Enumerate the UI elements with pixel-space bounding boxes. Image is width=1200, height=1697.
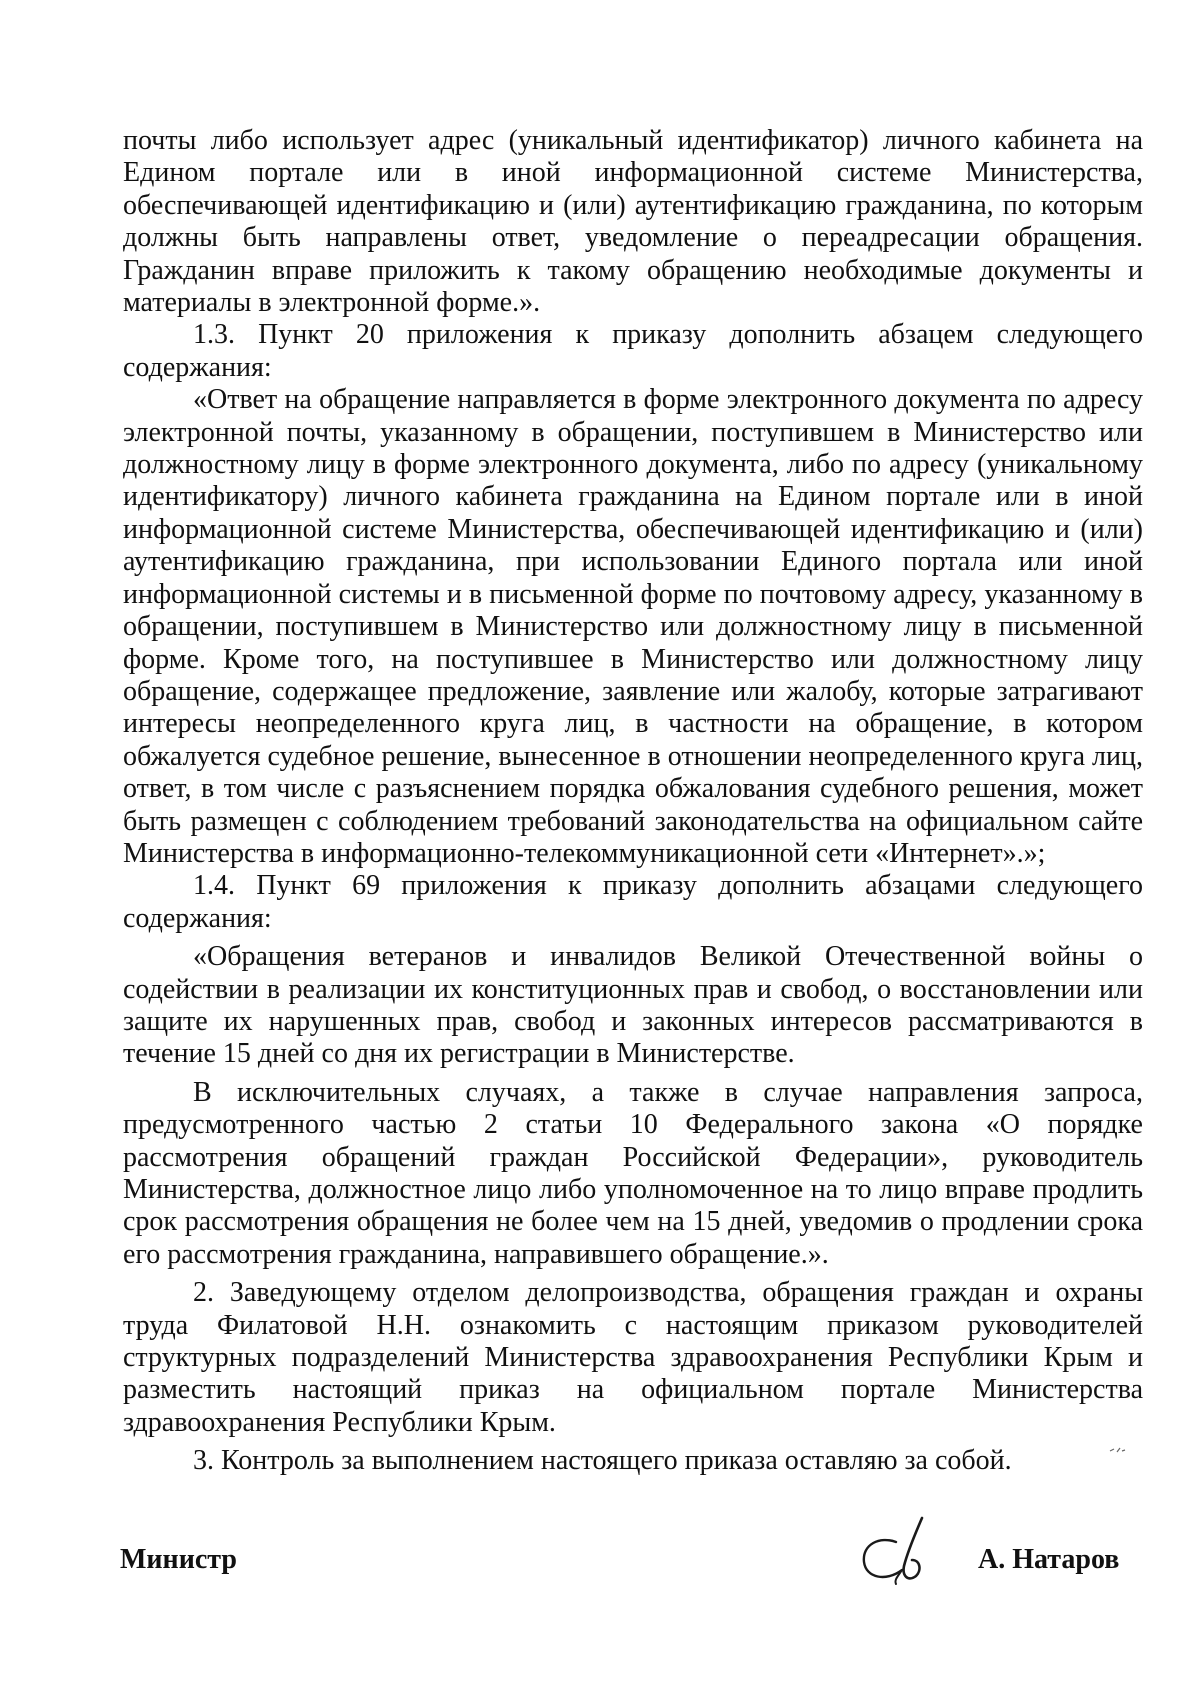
signatory-name: А. Натаров: [978, 1544, 1120, 1575]
paragraph-item-1-3: 1.3. Пункт 20 приложения к приказу дополнить абзацем следующего содержания:: [123, 319, 1143, 383]
paragraph-item-1-4: 1.4. Пункт 69 приложения к приказу дополнить абзацами следующего содержания:: [123, 870, 1143, 934]
signature-block: [120, 1530, 1120, 1590]
signatory-title: Министр: [120, 1544, 237, 1575]
handwritten-signature: [850, 1510, 960, 1600]
paragraph-exceptional-cases: В исключительных случаях, а также в случае направления запроса, предусмотренного частью 2 статьи 10 Федерального закона «О порядке рассмотрения обращений граждан Российской Федерации», руководитель Министерства, должностное лицо либо уполномоченное на то лицо вправе продлить срок рассмотрения обращения не более чем на 15 дней, уведомив о продлении срока его рассмотрения гражданина, направившего обращение.».: [123, 1076, 1143, 1270]
scan-artifact: [1108, 1445, 1126, 1455]
paragraph-quote-response: «Ответ на обращение направляется в форме электронного документа по адресу электронной почты, указанному в обращении, поступившем в Министерство или должностному лицу в форме электронного документа, либо по адресу (уникальному идентификатору) личного кабинета гражданина на Едином портале или в иной информационной системе Министерства, обеспечивающей идентификацию и (или) аутентификацию гражданина, при использовании Единого портала или иной информационной системы и в письменной форме по почтовому адресу, указанному в обращении, поступившем в Министерство или должностному лицу в письменной форме. Кроме того, на поступившее в Министерство или должностному лицу обращение, содержащее предложение, заявление или жалобу, которые затрагивают интересы неопределенного круга лиц, в частности на обращение, в котором обжалуется судебное решение, вынесенное в отношении неопределенного круга лиц, ответ, в том числе с разъяснением порядка обжалования судебного решения, может быть размещен с соблюдением требований законодательства на официальном сайте Министерства в информационно-телекоммуникационной сети «Интернет».»;: [123, 384, 1143, 869]
paragraph-item-2: 2. Заведующему отделом делопроизводства, обращения граждан и охраны труда Филатовой Н.Н. ознакомить с настоящим приказом руководителей структурных подразделений Министерства здравоохранения Республики Крым и разместить настоящий приказ на официальном портале Министерства здравоохранения Республики Крым.: [123, 1277, 1143, 1438]
paragraph-item-3: 3. Контроль за выполнением настоящего приказа оставляю за собой.: [193, 1445, 1012, 1477]
paragraph-quote-veterans: «Обращения ветеранов и инвалидов Великой Отечественной войны о содействии в реализации их конституционных прав и свобод, о восстановлении или защите их нарушенных прав, свобод и законных интересов рассматриваются в течение 15 дней со дня их регистрации в Министерстве.: [123, 941, 1143, 1070]
paragraph-continuation: почты либо использует адрес (уникальный идентификатор) личного кабинета на Едином портале или в иной информационной системе Министерства, обеспечивающей идентификацию и (или) аутентификацию гражданина, по которым должны быть направлены ответ, уведомление о переадресации обращения. Гражданин вправе приложить к такому обращению необходимые документы и материалы в электронной форме.».: [123, 125, 1143, 319]
document-body: [123, 125, 1143, 1478]
